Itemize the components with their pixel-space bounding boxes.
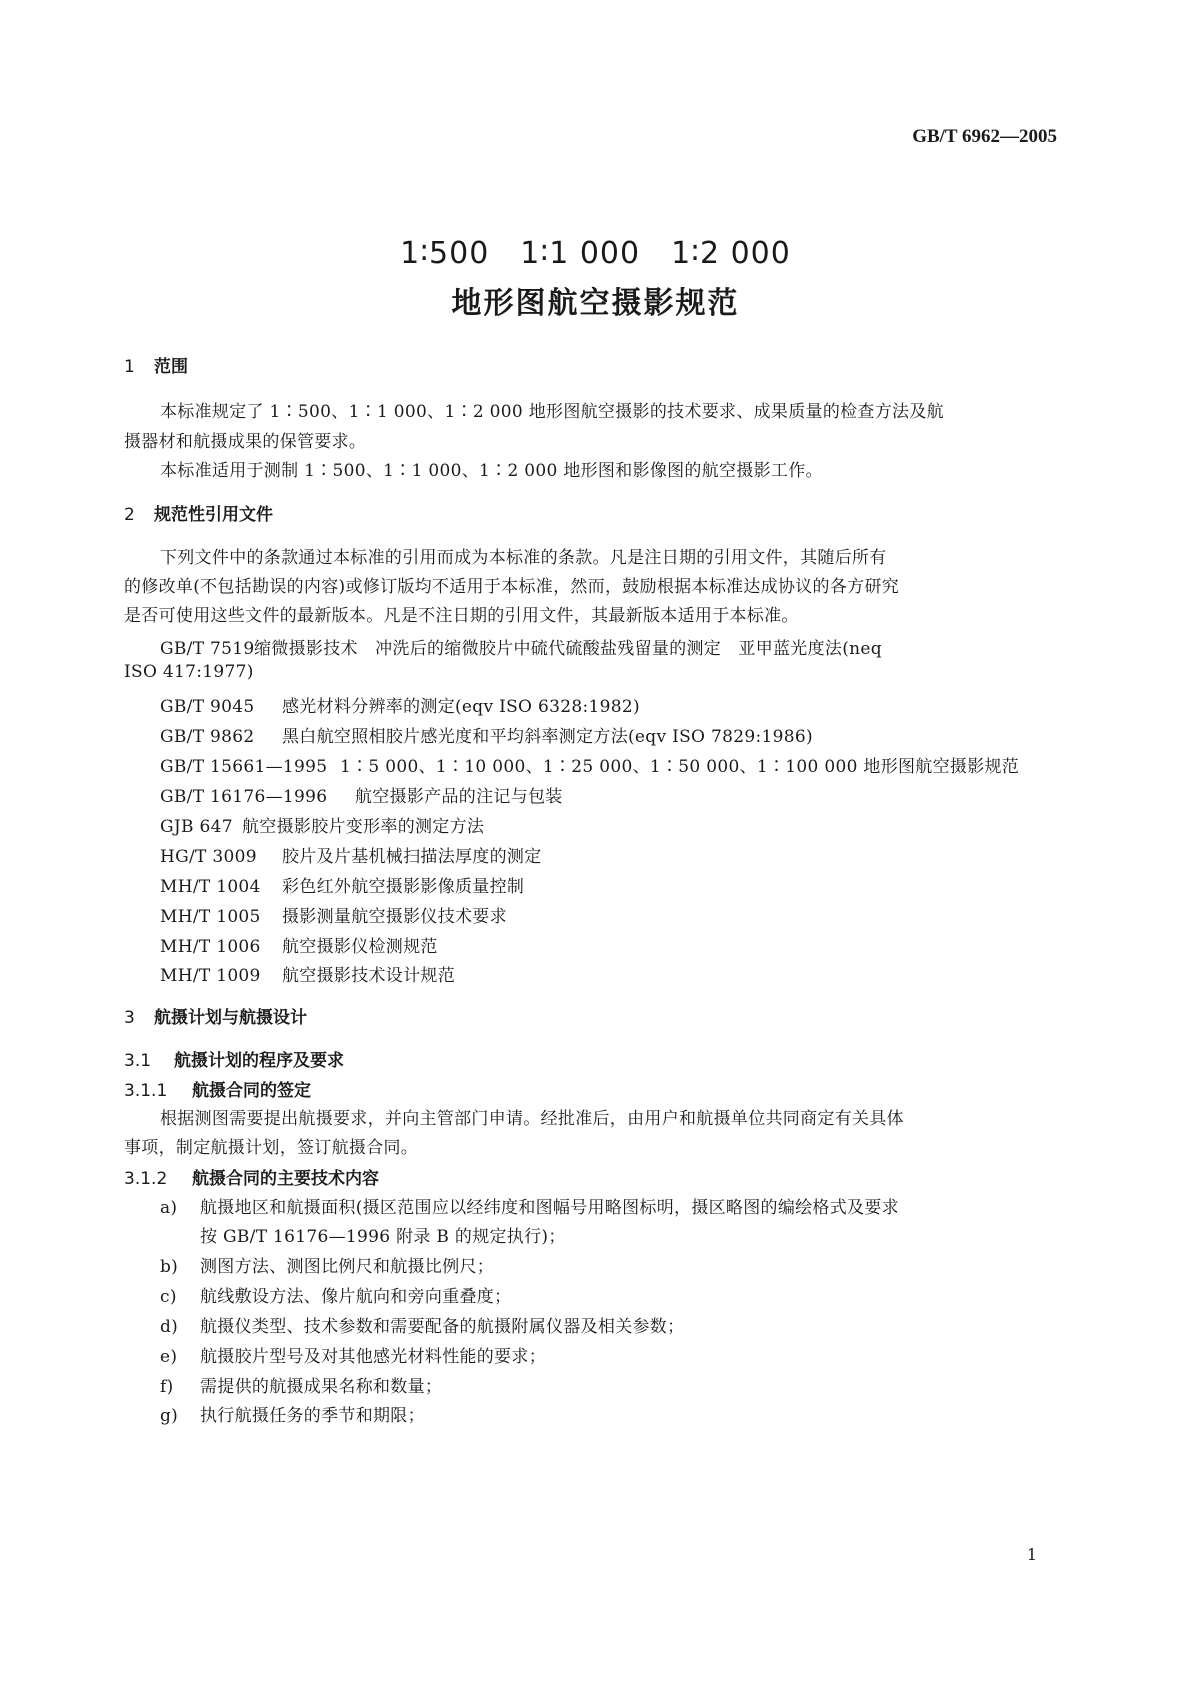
reference-item [160,902,507,927]
list-item-text: 航摄地区和航摄面积(摄区范围应以经纬度和图幅号用略图标明，摄区略图的编绘格式及要求 [200,1198,899,1218]
reference-code: GB/T 9045 [160,697,255,717]
reference-code: MH/T 1009 [160,966,261,986]
list-item-e [160,1342,546,1367]
list-item-letter: a) [160,1198,178,1218]
reference-item [160,752,1019,777]
s1-para1-line2: 摄器材和航摄成果的保管要求。 [124,432,367,452]
reference-item [160,932,438,957]
reference-code: GB/T 9862 [160,727,255,747]
list-item-text: 需提供的航摄成果名称和数量； [200,1377,443,1397]
list-item-b [160,1252,494,1277]
s311-line1: 根据测图需要提出航摄要求，并向主管部门申请。经批准后，由用户和航摄单位共同商定有关具体 [160,1109,904,1129]
list-item-a-continuation: 按 GB/T 16176—1996 附录 B 的规定执行)； [200,1227,566,1247]
reference-item [160,722,813,747]
list-item-text: 航摄仪类型、技术参数和需要配备的航摄附属仪器及相关参数； [200,1317,685,1337]
reference-title: 航空摄影产品的注记与包装 [355,787,563,807]
section-title: 航摄合同的主要技术内容 [192,1169,379,1189]
reference-code: GJB 647 [160,817,233,837]
s2-intro-line2: 的修改单(不包括勘误的内容)或修订版均不适用于本标准，然而，鼓励根据本标准达成协议的各方研究 [124,577,900,597]
reference-item [160,782,563,807]
reference-code: MH/T 1004 [160,877,261,897]
s311-line2: 事项，制定航摄计划，签订航摄合同。 [124,1138,419,1158]
standard-number: GB/T 6962—2005 [912,126,1057,147]
section-3-1-heading [124,1046,344,1071]
reference-title: 黑白航空照相胶片感光度和平均斜率测定方法(eqv ISO 7829:1986) [282,727,813,747]
section-3-heading [124,1003,307,1028]
reference-item [160,634,882,659]
list-item-text: 航线敷设方法、像片航向和旁向重叠度； [200,1287,512,1307]
reference-title: 航空摄影胶片变形率的测定方法 [242,817,485,837]
title-main: 地形图航空摄影规范 [451,286,740,321]
s1-para1-line1: 本标准规定了 1∶500、1∶1 000、1∶2 000 地形图航空摄影的技术要求、成果质量的检查方法及航 [160,402,944,422]
list-item-a [160,1193,899,1218]
section-2-heading [124,500,273,525]
section-number: 3.1 [124,1051,152,1071]
reference-code: MH/T 1006 [160,937,261,957]
reference-code: HG/T 3009 [160,847,257,867]
list-item-letter: c) [160,1287,177,1307]
reference-item [160,872,524,897]
reference-item [160,842,542,867]
list-item-c [160,1282,511,1307]
reference-code: GB/T 16176—1996 [160,787,328,807]
list-item-d [160,1312,684,1337]
reference-title: 摄影测量航空摄影仪技术要求 [282,907,507,927]
reference-title: 胶片及片基机械扫描法厚度的测定 [282,847,542,867]
section-number: 2 [124,505,135,525]
section-title: 航摄计划的程序及要求 [174,1051,344,1071]
section-1-heading [124,352,188,377]
reference-title: 彩色红外航空摄影影像质量控制 [282,877,525,897]
reference-title: 缩微摄影技术 冲洗后的缩微胶片中硫代硫酸盐残留量的测定 亚甲蓝光度法(neq [254,639,882,659]
s2-intro-line1: 下列文件中的条款通过本标准的引用而成为本标准的条款。凡是注日期的引用文件，其随后所有 [160,548,887,568]
reference-title: 航空摄影仪检测规范 [282,937,438,957]
reference-title: 感光材料分辨率的测定(eqv ISO 6328:1982) [282,697,640,717]
list-item-letter: e) [160,1347,178,1367]
list-item-letter: b) [160,1257,179,1277]
list-item-text: 测图方法、测图比例尺和航摄比例尺； [200,1257,495,1277]
section-title: 范围 [154,357,188,377]
s2-intro-line3: 是否可使用这些文件的最新版本。凡是不注日期的引用文件，其最新版本适用于本标准。 [124,606,799,626]
reference-item [160,961,455,986]
reference-continuation: ISO 417:1977) [124,662,254,682]
section-number: 3 [124,1008,135,1028]
reference-code: GB/T 7519 [160,639,255,659]
section-3-1-2-heading [124,1164,379,1189]
list-item-g [160,1401,425,1426]
reference-title: 1∶5 000、1∶10 000、1∶25 000、1∶50 000、1∶100 000 地形图航空摄影规范 [340,757,1020,777]
list-item-letter: f) [160,1377,174,1397]
list-item-letter: d) [160,1317,179,1337]
list-item-letter: g) [160,1406,179,1426]
title-scales: 1∶500 1∶1 000 1∶2 000 [400,236,791,271]
section-title: 航摄计划与航摄设计 [154,1008,307,1028]
section-title: 航摄合同的签定 [192,1081,311,1101]
list-item-text: 执行航摄任务的季节和期限； [200,1406,425,1426]
reference-code: MH/T 1005 [160,907,261,927]
section-number: 1 [124,357,135,377]
list-item-f [160,1372,442,1397]
reference-item [160,812,484,837]
section-number: 3.1.2 [124,1169,168,1189]
section-3-1-1-heading [124,1076,311,1101]
reference-title: 航空摄影技术设计规范 [282,966,455,986]
reference-code: GB/T 15661—1995 [160,757,328,777]
reference-item [160,692,640,717]
page-number: 1 [1026,1545,1037,1564]
list-item-text: 航摄胶片型号及对其他感光材料性能的要求； [200,1347,546,1367]
s1-para2: 本标准适用于测制 1∶500、1∶1 000、1∶2 000 地形图和影像图的航空摄影工作。 [160,461,823,481]
section-number: 3.1.1 [124,1081,168,1101]
section-title: 规范性引用文件 [154,505,273,525]
